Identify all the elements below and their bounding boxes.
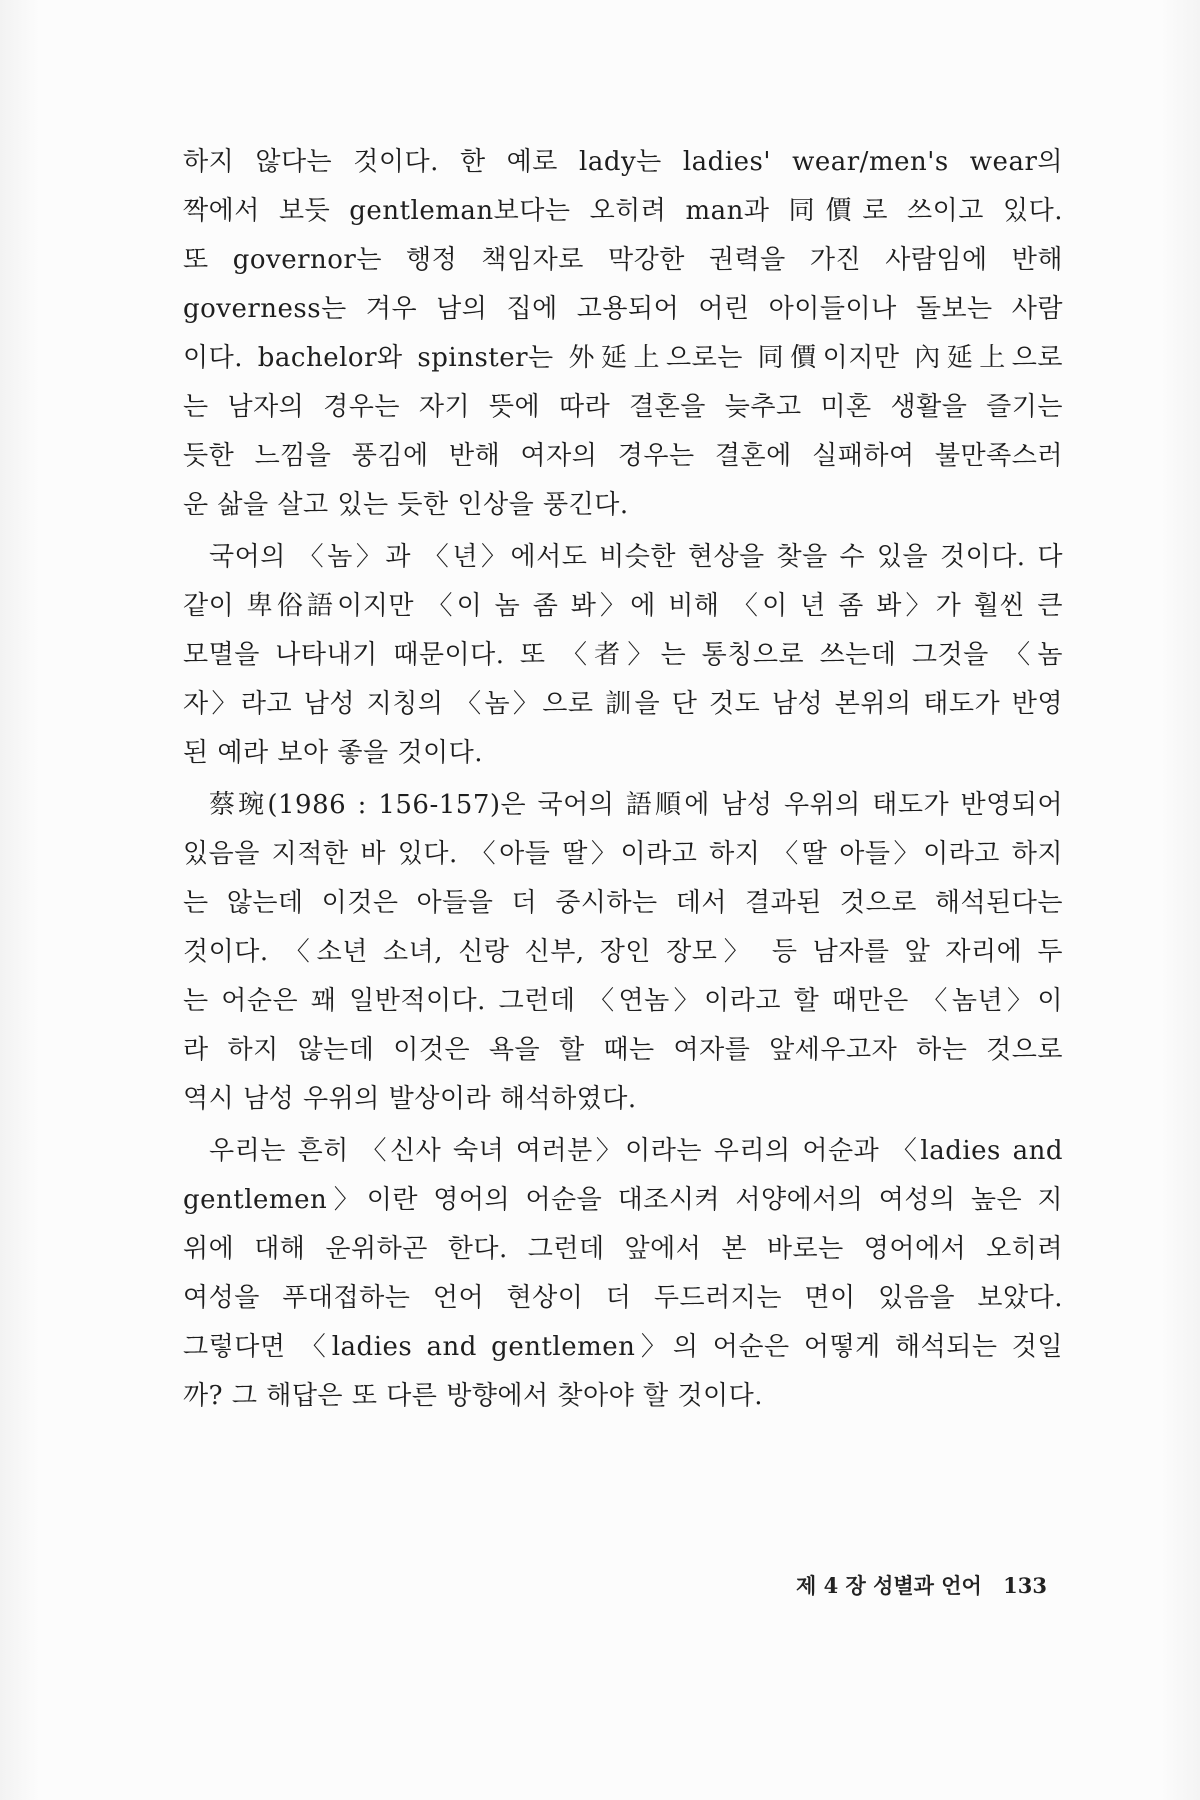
text-line: 는 남자의 경우는 자기 뜻에 따라 결혼을 늦추고 미혼 생활을 즐기는	[183, 392, 1063, 422]
text-line: 있음을 지적한 바 있다. 〈아들 딸〉이라고 하지 〈딸 아들〉이라고 하지	[183, 839, 1063, 869]
text-line: 그렇다면 〈ladies and gentlemen〉의 어순은 어떻게 해석되는 것일	[183, 1332, 1063, 1362]
text-line: 위에 대해 운위하곤 한다. 그런데 앞에서 본 바로는 영어에서 오히려	[183, 1234, 1063, 1264]
text-line: 하지 않다는 것이다. 한 예로 lady는 ladies' wear/men's wear의	[183, 147, 1063, 177]
text-line: 우리는 흔히 〈신사 숙녀 여러분〉이라는 우리의 어순과 〈ladies and	[209, 1136, 1063, 1166]
text-line: 는 어순은 꽤 일반적이다. 그런데 〈연놈〉이라고 할 때만은 〈놈년〉이	[183, 986, 1063, 1016]
chapter-title: 제 4 장 성별과 언어	[795, 1573, 982, 1598]
text-line: 자〉라고 남성 지칭의 〈놈〉으로 訓을 단 것도 남성 본위의 태도가 반영	[183, 689, 1063, 719]
text-line: 까? 그 해답은 또 다른 방향에서 찾아야 할 것이다.	[183, 1381, 764, 1411]
running-footer	[796, 1570, 1047, 1600]
text-line: 는 않는데 이것은 아들을 더 중시하는 데서 결과된 것으로 해석된다는	[183, 888, 1063, 918]
text-line: 국어의 〈놈〉과 〈년〉에서도 비슷한 현상을 찾을 수 있을 것이다. 다	[209, 542, 1063, 572]
page-number: 133	[1003, 1573, 1047, 1598]
text-line: 또 governor는 행정 책임자로 막강한 권력을 가진 사람임에 반해	[183, 245, 1063, 275]
text-line: 운 삶을 살고 있는 듯한 인상을 풍긴다.	[183, 490, 629, 520]
paragraph-3	[183, 781, 1063, 1124]
paragraph-1	[183, 138, 1063, 530]
text-line: gentlemen〉이란 영어의 어순을 대조시켜 서양에서의 여성의 높은 지	[183, 1185, 1063, 1215]
text-line: 짝에서 보듯 gentleman보다는 오히려 man과 同價로 쓰이고 있다.	[183, 196, 1063, 226]
text-line: 모멸을 나타내기 때문이다. 또 〈者〉는 통칭으로 쓰는데 그것을 〈놈	[183, 640, 1063, 670]
text-line: 역시 남성 우위의 발상이라 해석하였다.	[183, 1084, 637, 1114]
text-line: 蔡琬(1986 : 156-157)은 국어의 語順에 남성 우위의 태도가 반영되어	[209, 790, 1063, 820]
paragraph-2	[183, 533, 1063, 778]
text-line: 여성을 푸대접하는 언어 현상이 더 두드러지는 면이 있음을 보았다.	[183, 1283, 1063, 1313]
text-line: 듯한 느낌을 풍김에 반해 여자의 경우는 결혼에 실패하여 불만족스러	[183, 441, 1063, 471]
text-line: 같이 卑俗語이지만 〈이 놈 좀 봐〉에 비해 〈이 년 좀 봐〉가 훨씬 큰	[183, 591, 1063, 621]
text-line: 된 예라 보아 좋을 것이다.	[183, 738, 483, 768]
text-line: 것이다. 〈소년 소녀, 신랑 신부, 장인 장모〉 등 남자를 앞 자리에 두	[183, 937, 1063, 967]
text-line: governess는 겨우 남의 집에 고용되어 어린 아이들이나 돌보는 사람	[183, 294, 1063, 324]
body-text	[183, 138, 1063, 1421]
text-line: 라 하지 않는데 이것은 욕을 할 때는 여자를 앞세우고자 하는 것으로	[183, 1035, 1063, 1065]
text-line: 이다. bachelor와 spinster는 外延上으로는 同價이지만 內延上으로	[183, 343, 1063, 373]
paragraph-4	[183, 1127, 1063, 1421]
